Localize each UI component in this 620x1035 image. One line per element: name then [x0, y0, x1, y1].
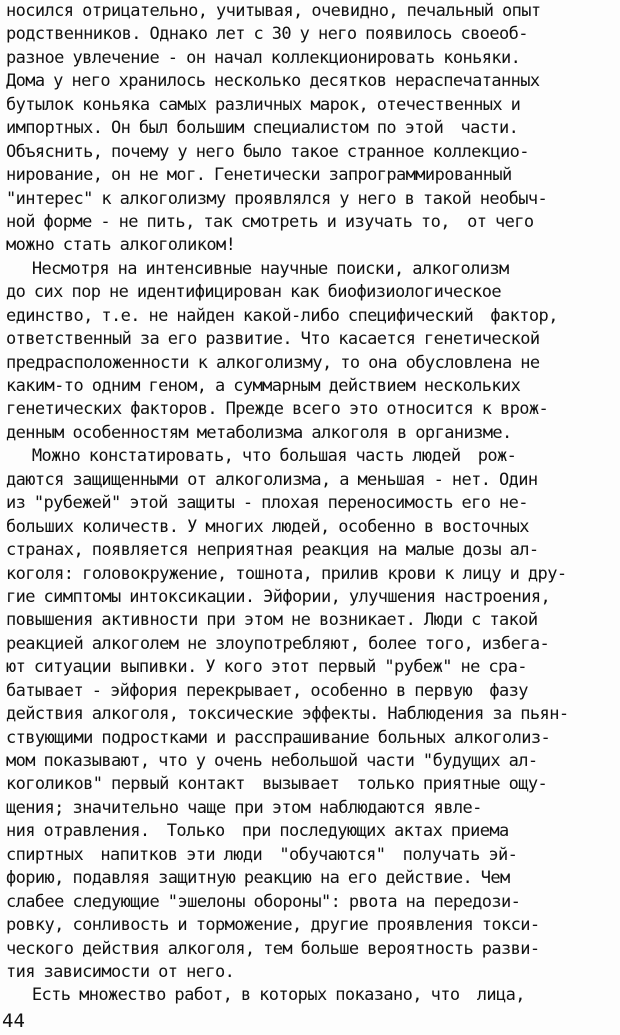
text-line: Несмотря на интенсивные научные поиски, алкоголизм: [6, 258, 509, 279]
text-line: ют ситуации выпивки. У кого этот первый "рубеж" не сра-: [6, 657, 527, 678]
text-line: ответственный за его развитие. Что касается генетической: [6, 329, 540, 350]
text-line: слабее следующие "эшелоны обороны": рвота на передози-: [6, 891, 521, 912]
text-line: бутылок коньяка самых различных марок, отечественных и: [6, 94, 521, 115]
text-line: форию, подавляя защитную реакцию на его действие. Чем: [6, 868, 510, 889]
text-line: Можно констатировать, что большая часть людей рож-: [6, 446, 517, 467]
text-line: ствующими подростками и расспрашивание больных алкоголиз-: [6, 727, 551, 748]
text-line: импортных. Он был большим специалистом по этой части.: [6, 118, 519, 139]
text-line: странах, появляется неприятная реакция на малые дозы ал-: [6, 540, 539, 561]
text-line: из "рубежей" этой защиты - плохая переносимость его не-: [6, 493, 528, 514]
body-text: [6, 0, 612, 1008]
text-line: каким-то одним геном, а суммарным действием нескольких: [6, 376, 521, 396]
text-line: до сих пор не идентифицирован как биофизиологическое: [6, 282, 502, 303]
text-line: реакцией алкоголем не злоупотребляют, более того, избега-: [6, 633, 550, 654]
text-line: тия зависимости от него.: [6, 961, 235, 982]
text-line: нирование, он не мог. Генетически запрограммированный: [6, 165, 512, 186]
text-line: предрасположенности к алкоголизму, то она обусловлена не: [6, 352, 540, 373]
page-number: 44: [2, 1010, 25, 1032]
text-line: ной форме - не пить, так смотреть и изучать то, от чего: [6, 211, 534, 232]
text-line: повышения активности при этом не возникает. Люди с такой: [6, 610, 538, 631]
text-line: можно стать алкоголиком!: [6, 235, 236, 256]
text-line: коголя: головокружение, тошнота, прилив крови к лицу и дру-: [6, 563, 567, 584]
text-line: "интерес" к алкоголизму проявлялся у него в такой необыч-: [6, 188, 548, 209]
text-line: разное увлечение - он начал коллекционировать коньяки.: [6, 47, 521, 68]
text-line: действия алкоголя, токсические эффекты. Наблюдения за пьян-: [6, 704, 569, 725]
text-line: спиртных напитков эти люди "обучаются" получать эй-: [6, 844, 518, 865]
text-line: Есть множество работ, в которых показано, что лица,: [6, 985, 525, 1006]
text-line: единство, т.е. не найден какой-либо специфический фактор,: [6, 305, 558, 326]
text-line: даются защищенными от алкоголизма, а меньшая - нет. Один: [6, 469, 538, 490]
text-line: гие симптомы интоксикации. Эйфории, улучшения настроения,: [6, 586, 551, 607]
text-line: денным особенностям метаболизма алкоголя в организме.: [6, 422, 512, 443]
text-line: носился отрицательно, учитывая, очевидно, печальный опыт: [6, 1, 541, 21]
text-line: батывает - эйфория перекрывает, особенно в первую фазу: [6, 680, 528, 701]
text-line: ческого действия алкоголя, тем больше вероятность разви-: [6, 938, 540, 959]
text-line: Объяснить, почему у него было такое странное коллекцио-: [6, 141, 529, 162]
text-line: ния отравления. Только при последующих актах приема: [6, 821, 509, 842]
text-line: генетических факторов. Прежде всего это относится к врож-: [6, 399, 549, 420]
text-line: Дома у него хранилось несколько десятков нераспечатанных: [6, 71, 540, 92]
text-line: коголиков" первый контакт вызывает только приятные ощу-: [6, 774, 548, 795]
text-line: мом показывают, что у очень небольшой части "будущих ал-: [6, 751, 538, 771]
text-line: родственников. Однако лет с 30 у него появилось своеоб-: [6, 24, 528, 45]
text-line: ровку, сонливость и торможение, другие проявления токси-: [6, 915, 540, 936]
text-line: щения; значительно чаще при этом наблюдаются явле-: [6, 797, 482, 818]
text-line: больших количеств. У многих людей, особенно в восточных: [6, 516, 529, 537]
